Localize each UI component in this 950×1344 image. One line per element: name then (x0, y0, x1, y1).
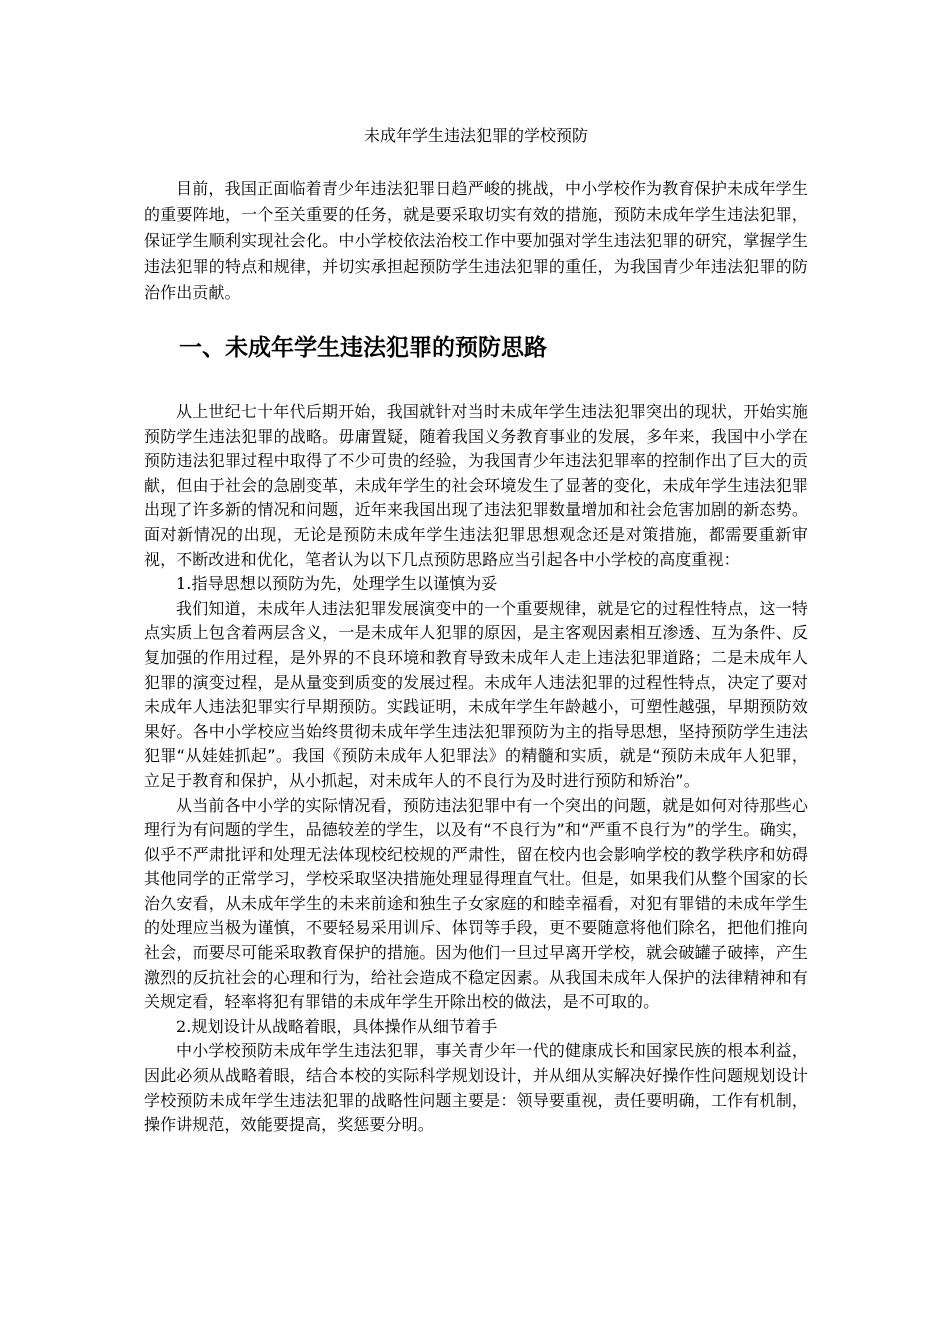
intro-paragraph: 目前，我国正面临着青少年违法犯罪日趋严峻的挑战，中小学校作为教育保护未成年学生的重要阵地，一个至关重要的任务，就是要采取切实有效的措施，预防未成年学生违法犯罪，保证学生顺利实现社会化。中小学校依法治校工作中要加强对学生违法犯罪的研究，掌握学生违法犯罪的特点和规律，并切实承担起预防学生违法犯罪的重任，为我国青少年违法犯罪的防治作出贡献。 (144, 179, 808, 302)
section-heading: 一、未成年学生违法犯罪的预防思路 (179, 335, 547, 361)
subheading-strategic-planning: 2.规划设计从战略着眼，具体操作从细节着手 (176, 1016, 498, 1036)
paragraph-student-handling: 从当前各中小学的实际情况看，预防违法犯罪中有一个突出的问题，就是如何对待那些心理行为有问题的学生，品德较差的学生，以及有“不良行为”和“严重不良行为”的学生。确实，似乎不严肃批评和处理无法体现校纪校规的严肃性，留在校内也会影响学校的教学秩序和妨碍其他同学的正常学习，学校采取坚决措施处理显得理直气壮。但是，如果我们从整个国家的长治久安看，从未成年学生的未来前途和独生子女家庭的和睦幸福看，对犯有罪错的未成年学生的处理应当极为谨慎，不要轻易采用训斥、体罚等手段，更不要随意将他们除名，把他们推向社会，而要尽可能采取教育保护的措施。因为他们一旦过早离开学校，就会破罐子破摔，产生激烈的反抗社会的心理和行为，给社会造成不稳定因素。从我国未成年人保护的法律精神和有关规定看，轻率将犯有罪错的未成年学生开除出校的做法，是不可取的。 (144, 795, 808, 1012)
paragraph-strategy-history: 从上世纪七十年代后期开始，我国就针对当时未成年学生违法犯罪突出的现状，开始实施预防学生违法犯罪的战略。毋庸置疑，随着我国义务教育事业的发展，多年来，我国中小学在预防违法犯罪过程中取得了不少可贵的经验，为我国青少年违法犯罪率的控制作出了巨大的贡献，但由于社会的急剧变革，未成年学生的社会环境发生了显著的变化，未成年学生违法犯罪出现了许多新的情况和问题，近年来我国出现了违法犯罪数量增加和社会危害加剧的新态势。面对新情况的出现，无论是预防未成年学生违法犯罪思想观念还是对策措施，都需要重新审视，不断改进和优化，笔者认为以下几点预防思路应当引起各中小学校的高度重视： (144, 402, 808, 569)
section-body (144, 400, 808, 1138)
intro-section (144, 176, 808, 306)
document-title: 未成年学生违法犯罪的学校预防 (363, 126, 588, 145)
paragraph-planning-details: 中小学校预防未成年学生违法犯罪，事关青少年一代的健康成长和国家民族的根本利益，因此必须从战略着眼，结合本校的实际科学规划设计，并从细从实解决好操作性问题规划设计学校预防未成年学生违法犯罪的战略性问题主要是：领导要重视，责任要明确，工作有机制，操作讲规范，效能要提高，奖惩要分明。 (144, 1041, 808, 1135)
paragraph-process-characteristics: 我们知道，未成年人违法犯罪发展演变中的一个重要规律，就是它的过程性特点，这一特点实质上包含着两层含义，一是未成年人犯罪的原因，是主客观因素相互渗透、互为条件、反复加强的作用过程，是外界的不良环境和教育导致未成年人走上违法犯罪道路；二是未成年人犯罪的演变过程，是从量变到质变的发展过程。未成年人违法犯罪的过程性特点，决定了要对未成年人违法犯罪实行早期预防。实践证明，未成年学生年龄越小，可塑性越强，早期预防效果好。各中小学校应当始终贯彻未成年学生违法犯罪预防为主的指导思想，坚持预防学生违法犯罪“从娃娃抓起”。我国《预防未成年人犯罪法》的精髓和实质，就是“预防未成年人犯罪，立足于教育和保护，从小抓起，对未成年人的不良行为及时进行预防和矫治”。 (144, 598, 808, 790)
subheading-prevention-first: 1.指导思想以预防为先，处理学生以谨慎为妥 (176, 574, 498, 594)
